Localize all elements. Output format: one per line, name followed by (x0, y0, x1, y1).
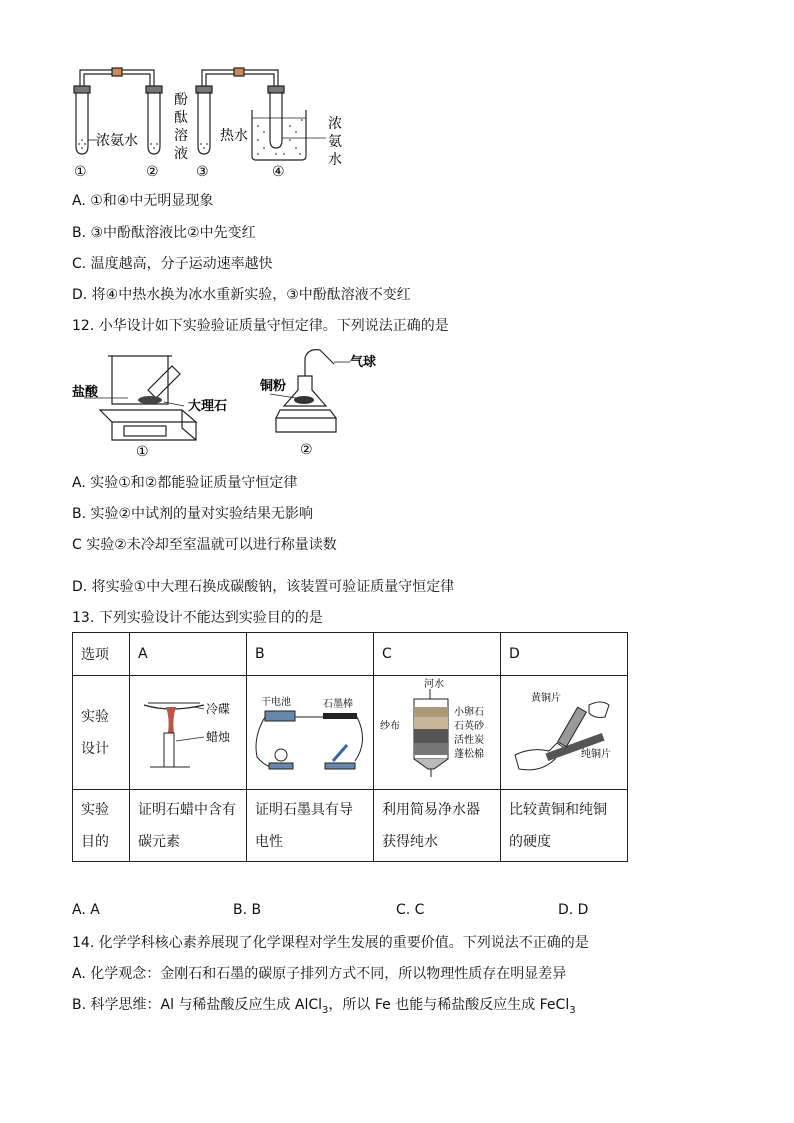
svg-text:酞: 酞 (174, 110, 188, 126)
q11-option-d: D. 将④中热水换为冰水重新实验，③中酚酞溶液不变红 (72, 287, 411, 303)
label-hot-water: 热水 (220, 128, 248, 144)
svg-text:④: ④ (272, 164, 285, 180)
svg-text:活性炭: 活性炭 (454, 734, 484, 746)
q12-figure (72, 346, 377, 462)
header-purpose: 实验 目的 (73, 790, 130, 862)
svg-text:气球: 气球 (350, 355, 377, 370)
svg-text:②: ② (300, 442, 313, 458)
svg-text:浓: 浓 (328, 116, 342, 132)
q14-option-a: A. 化学观念：金刚石和石墨的碳原子排列方式不同，所以物理性质存在明显差异 (72, 966, 567, 982)
header-design: 实验 设计 (73, 676, 130, 790)
svg-text:水: 水 (328, 152, 342, 168)
svg-text:蜡烛: 蜡烛 (206, 729, 231, 744)
q12-option-c: C 实验②未冷却至室温就可以进行称量读数 (72, 537, 337, 553)
q14-stem: 14. 化学学科核心素养展现了化学课程对学生发展的重要价值。下列说法不正确的是 (72, 935, 589, 951)
q13-answer-d: D. D (558, 902, 589, 918)
design-c-image (374, 677, 500, 789)
svg-text:①: ① (74, 164, 87, 180)
q12-option-d: D. 将实验①中大理石换成碳酸钠，该装置可验证质量守恒定律 (72, 579, 455, 595)
q11-option-a: A. ①和④中无明显现象 (72, 193, 214, 209)
svg-text:溶: 溶 (174, 128, 188, 144)
q11-figure (66, 60, 356, 180)
purpose-c: 利用简易净水器 获得纯水 (374, 790, 501, 862)
col-d: D (501, 633, 628, 676)
header-option: 选项 (73, 633, 130, 676)
purpose-b: 证明石墨具有导 电性 (247, 790, 374, 862)
design-a-image (130, 677, 246, 789)
q12-option-a: A. 实验①和②都能验证质量守恒定律 (72, 475, 298, 491)
q13-table (72, 632, 628, 862)
col-b: B (247, 633, 374, 676)
svg-text:①: ① (136, 444, 149, 460)
svg-text:河水: 河水 (424, 678, 444, 690)
svg-text:冷碟: 冷碟 (206, 701, 231, 716)
svg-text:小卵石: 小卵石 (454, 706, 484, 718)
design-b-image (247, 677, 373, 789)
svg-text:酚: 酚 (174, 92, 188, 108)
svg-text:②: ② (146, 164, 159, 180)
q13-answer-b: B. B (233, 902, 262, 918)
q12-option-b: B. 实验②中试剂的量对实验结果无影响 (72, 506, 314, 522)
svg-text:盐酸: 盐酸 (72, 385, 99, 400)
svg-text:黄铜片: 黄铜片 (531, 692, 561, 704)
svg-text:液: 液 (174, 146, 188, 162)
svg-text:石墨棒: 石墨棒 (323, 698, 353, 710)
svg-text:纯铜片: 纯铜片 (581, 748, 611, 760)
design-d-image (501, 677, 627, 789)
col-c: C (374, 633, 501, 676)
purpose-a: 证明石蜡中含有 碳元素 (130, 790, 247, 862)
svg-text:蓬松棉: 蓬松棉 (454, 748, 484, 760)
q12-stem: 12. 小华设计如下实验验证质量守恒定律。下列说法正确的是 (72, 318, 449, 334)
purpose-d: 比较黄铜和纯铜 的硬度 (501, 790, 628, 862)
q13-answer-a: A. A (72, 902, 100, 918)
svg-text:③: ③ (196, 164, 209, 180)
q13-stem: 13. 下列实验设计不能达到实验目的的是 (72, 610, 323, 626)
label-ammonia-1: 浓氨水 (96, 133, 138, 149)
q13-answer-c: C. C (396, 902, 425, 918)
svg-text:氨: 氨 (328, 134, 342, 150)
svg-text:铜粉: 铜粉 (260, 379, 287, 394)
q11-option-c: C. 温度越高，分子运动速率越快 (72, 256, 273, 272)
col-a: A (130, 633, 247, 676)
svg-text:石英砂: 石英砂 (454, 720, 484, 732)
svg-text:干电池: 干电池 (261, 696, 291, 708)
q11-option-b: B. ③中酚酞溶液比②中先变红 (72, 225, 256, 241)
q14-option-b: B. 科学思维：Al 与稀盐酸反应生成 AlCl$_3$，所以 Fe 也能与稀盐酸反应生成 FeCl$_3$ (72, 997, 576, 1016)
svg-text:纱布: 纱布 (380, 720, 400, 732)
svg-text:大理石: 大理石 (188, 399, 228, 414)
